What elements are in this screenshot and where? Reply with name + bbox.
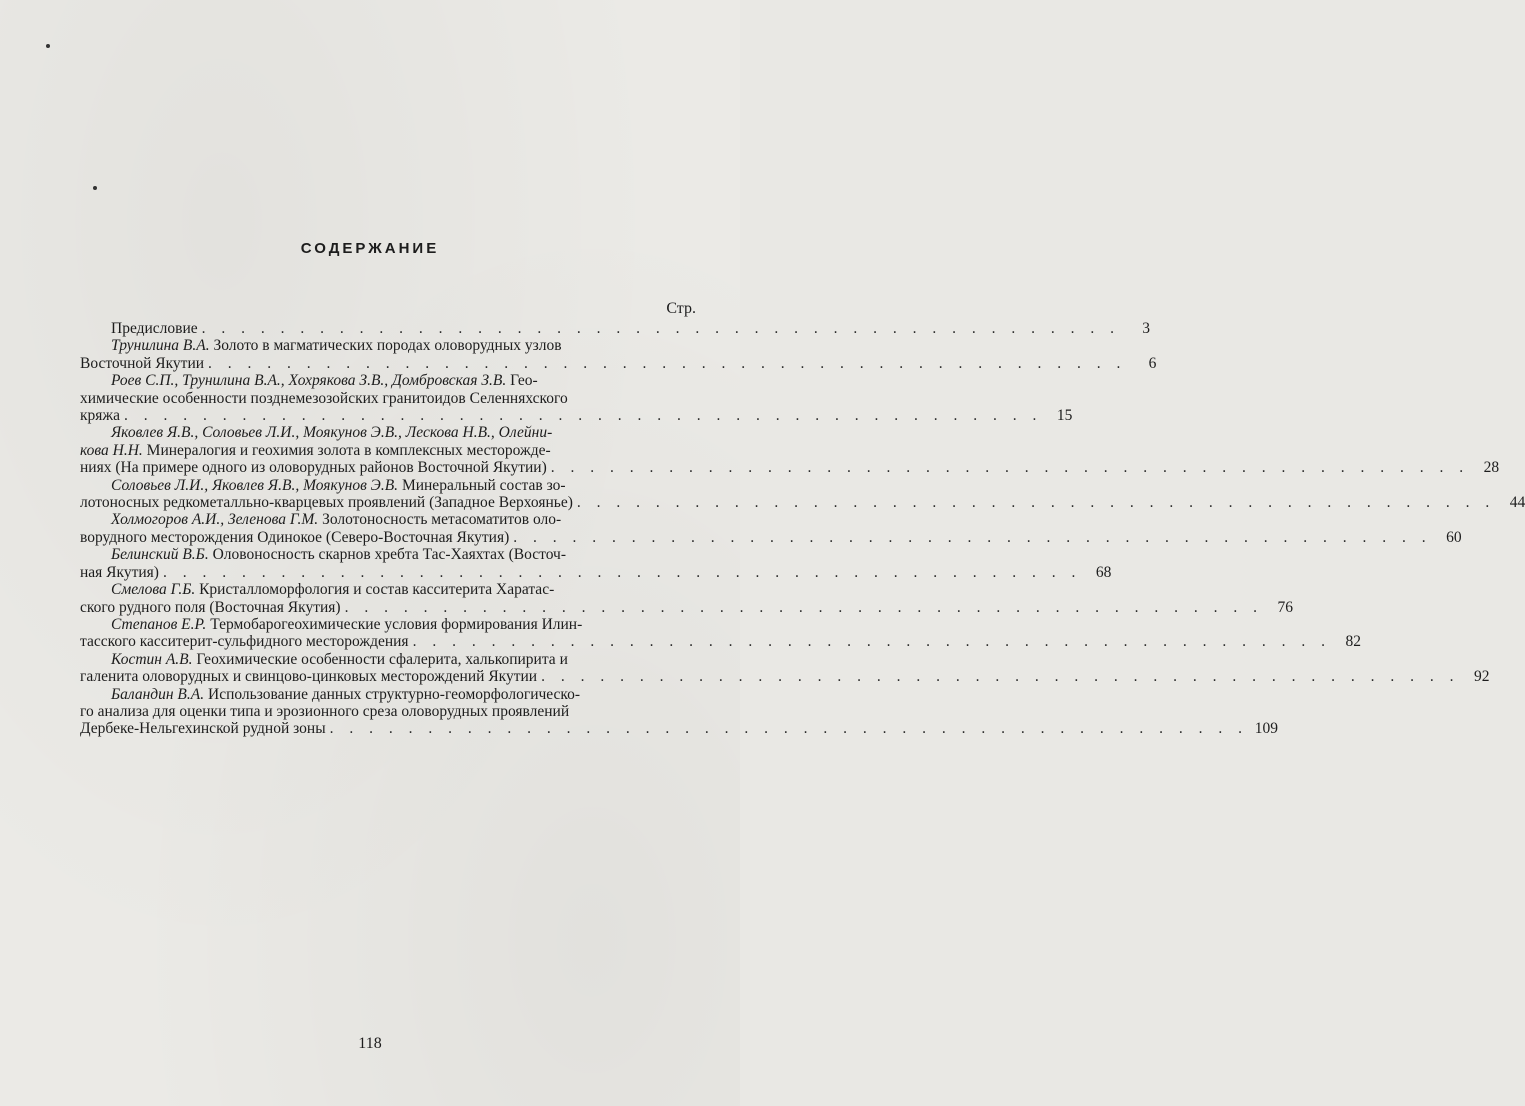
toc-title-text: го анализа для оценки типа и эрозионного среза оловорудных проявлений [80,702,570,720]
toc-entry [111,320,1151,337]
toc-author: Баландин В.А. [111,685,205,703]
toc-title-text: Восточной Якутии [80,354,205,372]
toc-entry [80,511,1462,546]
toc-title-text: Золотоносность метасоматитов оло- [318,511,562,529]
toc-title-text: Кристалломорфология и состав касситерита Харатас- [195,581,555,599]
toc-page-number: 15 [1056,407,1073,425]
contents-heading: СОДЕРЖАНИЕ [300,240,440,257]
toc-title-text: Дербеке-Нельгехинской рудной зоны [80,720,326,738]
dot-leader: . . . . . . . . . . . . . . . . . . . . . . . . . . . . . . . . . . . . . . . . . . . . . . . [541,668,1460,686]
toc-entry-line [111,511,697,528]
toc-author: Белинский В.Б. [111,546,209,564]
toc-title-text: Минеральный состав зо- [398,476,566,494]
toc-entry-last-line [80,494,1525,512]
dot-leader: . . . . . . . . . . . . . . . . . . . . . . . . . . . . . . . . . . . . . . . . . . . . . . . [201,320,1121,337]
toc-title-text: Оловоносность скарнов хребта Тас-Хаяхтах (Восточ- [208,546,567,564]
toc-entry-line [111,372,697,389]
toc-title-text: Предисловие [111,320,198,337]
toc-page-number: 92 [1473,668,1490,686]
toc-entry-line [111,337,697,354]
toc-title-text: Золото в магматических породах оловорудных узлов [209,337,562,355]
ink-speck [46,44,50,48]
toc-author: Костин А.В. [111,650,193,668]
toc-author: кова Н.Н. [80,441,143,459]
toc-entry-line [111,546,697,563]
toc-title-text: Термобарогеохимические условия формирования Илин- [206,615,583,633]
toc-entry-text [80,668,537,685]
toc-entry-text [80,529,509,546]
toc-entry [80,650,1490,686]
toc-page-number: 82 [1345,633,1361,651]
toc-page-number: 109 [1254,720,1279,738]
toc-title-text: Минералогия и геохимия золота в комплексных месторожде- [142,441,551,459]
table-of-contents [80,320,1525,738]
toc-author: Смелова Г.Б. [111,581,196,599]
toc-page-number: 60 [1446,528,1462,546]
toc-entry-last-line [80,598,1293,616]
toc-entry-last-line [80,720,1279,738]
toc-page-number: 3 [1142,320,1151,337]
dot-leader: . . . . . . . . . . . . . . . . . . . . . . . . . . . . . . . . . . . . . . . . . . . . . . . [550,459,1470,477]
toc-entry-line [111,616,697,633]
toc-title-text: химические особенности позднемезозойских гранитоидов Селенняхского [80,389,568,407]
toc-page-number: 6 [1148,354,1157,372]
toc-entry-text [80,494,573,511]
toc-entry-text [80,633,409,650]
page-column-label: Стр. [666,300,696,317]
dot-leader: . . . . . . . . . . . . . . . . . . . . . . . . . . . . . . . . . . . . . . . . . . . . . . . [344,598,1263,616]
toc-page-number: 76 [1277,598,1293,616]
toc-page-number: 28 [1483,459,1500,477]
toc-entry-last-line [80,668,1490,686]
toc-entry-line [111,686,697,703]
toc-entry-line [111,581,697,598]
toc-title-text: лотоносных редкометалльно-кварцевых проявлений (Западное Верхоянье) [80,494,573,512]
toc-title-text: галенита оловорудных и свинцово-цинковых месторождений Якутии [80,668,538,686]
toc-entry-text [80,459,547,476]
toc-entry [80,581,1293,616]
toc-author: Холмогоров А.И., Зеленова Г.М. [111,511,319,529]
toc-title-text: ворудного месторождения Одинокое (Северо-Восточная Якутия) [80,528,510,546]
toc-entry [80,372,1073,425]
dot-leader: . . . . . . . . . . . . . . . . . . . . . . . . . . . . . . . . . . . . . . . . . . . . . . . [208,354,1127,372]
toc-title-text: Использование данных структурно-геоморфологическо- [204,685,581,703]
toc-title-text: ниях (На примере одного из оловорудных районов Восточной Якутии) [80,459,547,477]
toc-entry-last-line [80,354,1157,372]
toc-entry [80,546,1112,581]
toc-title-text: тасского касситерит-сульфидного месторождения [80,633,409,651]
toc-entry [80,424,1500,477]
dot-leader: . . . . . . . . . . . . . . . . . . . . . . . . . . . . . . . . . . . . . . . . . . . . . . . [329,720,1249,738]
toc-entry-last-line [80,563,1112,581]
toc-entry-line [111,477,697,494]
toc-entry-text [80,407,120,424]
toc-page-number: 68 [1095,563,1112,581]
toc-entry-text [111,320,198,337]
toc-entry-text [80,564,159,581]
toc-entry-last-line [80,407,1073,425]
toc-author: Яковлев Я.В., Соловьев Л.И., Моякунов Э.В., Лескова Н.В., Олейни- [111,424,553,442]
toc-title-text: ная Якутия) [80,563,159,581]
ink-speck [93,186,97,190]
toc-entry [80,615,1361,651]
toc-entry-line [111,651,697,668]
toc-author: Роев С.П., Трунилина В.А., Хохрякова З.В., Домбровская З.В. [111,372,507,390]
dot-leader: . . . . . . . . . . . . . . . . . . . . . . . . . . . . . . . . . . . . . . . . . . . . . . . [576,494,1496,512]
toc-entry [80,476,1525,512]
toc-entry-line [111,424,697,441]
toc-entry-last-line [80,528,1462,546]
toc-page-number: 44 [1509,494,1525,512]
toc-title-text: ского рудного поля (Восточная Якутия) [80,598,341,616]
toc-entry-line [80,703,697,720]
toc-entry-text [80,355,204,372]
dot-leader: . . . . . . . . . . . . . . . . . . . . . . . . . . . . . . . . . . . . . . . . . . . . . . . [412,633,1331,651]
toc-entry-text [80,720,326,737]
toc-entry-last-line [80,459,1500,477]
dot-leader: . . . . . . . . . . . . . . . . . . . . . . . . . . . . . . . . . . . . . . . . . . . . . . . [513,528,1432,546]
toc-author: Степанов Е.Р. [111,615,207,633]
toc-entry-line [80,442,697,459]
toc-title-text: Геохимические особенности сфалерита, халькопирита и [192,650,568,668]
toc-entry [80,337,1157,372]
dot-leader: . . . . . . . . . . . . . . . . . . . . . . . . . . . . . . . . . . . . . . . . . . . . . . . [124,407,1043,425]
dot-leader: . . . . . . . . . . . . . . . . . . . . . . . . . . . . . . . . . . . . . . . . . . . . . . . [162,563,1082,581]
toc-title-text: кряжа [80,407,120,425]
toc-entry-text [80,599,341,616]
page-number: 118 [358,1035,382,1052]
toc-title-text: Гео- [506,372,538,390]
toc-entry [80,685,1279,738]
toc-author: Соловьев Л.И., Яковлев Я.В., Моякунов Э.В. [111,476,399,494]
toc-author: Трунилина В.А. [111,337,210,355]
toc-entry-last-line [80,633,1361,651]
toc-entry-last-line [111,320,1151,337]
toc-entry-line [80,390,697,407]
